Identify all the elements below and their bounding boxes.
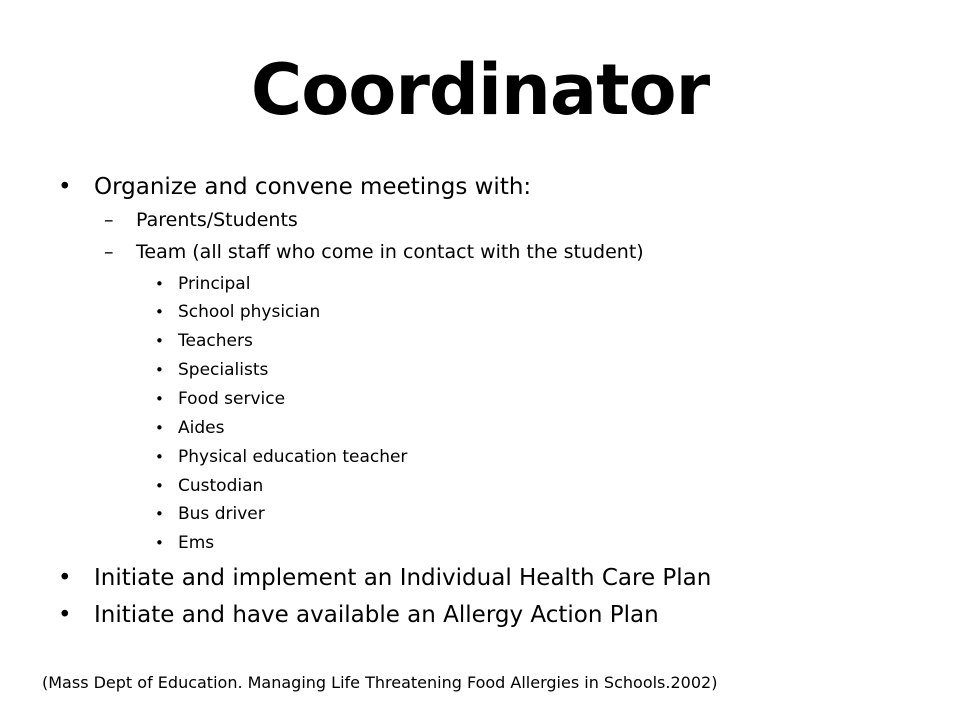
sub-sub-bullet-item: [0, 474, 960, 498]
sub-bullet-item: [0, 207, 960, 233]
sub-sub-bullet-text: Bus driver: [178, 504, 265, 524]
bullet-icon: •: [155, 419, 164, 437]
sub-sub-bullet-text: Specialists: [178, 360, 269, 380]
bullet-icon: •: [58, 602, 72, 628]
bullet-item: [0, 600, 960, 630]
sub-sub-bullet-item: [0, 531, 960, 555]
sub-bullet-item: [0, 239, 960, 265]
sub-sub-bullet-item: [0, 502, 960, 526]
sub-sub-bullet-text: Custodian: [178, 476, 264, 496]
sub-bullet-text: Parents/Students: [136, 209, 298, 231]
bullet-icon: •: [155, 332, 164, 350]
sub-sub-bullet-item: [0, 416, 960, 440]
sub-sub-bullet-text: Physical education teacher: [178, 447, 408, 467]
dash-icon: –: [104, 209, 114, 231]
sub-sub-bullet-text: School physician: [178, 302, 321, 322]
bullet-text: Initiate and have available an Allergy Action Plan: [94, 602, 659, 628]
bullet-text: Initiate and implement an Individual Health Care Plan: [94, 565, 712, 591]
sub-sub-bullet-text: Food service: [178, 389, 286, 409]
citation: (Mass Dept of Education. Managing Life Threatening Food Allergies in Schools.2002): [42, 673, 718, 692]
sub-sub-bullet-text: Principal: [178, 274, 251, 294]
sub-sub-bullet-item: [0, 387, 960, 411]
sub-sub-bullet-item: [0, 272, 960, 296]
sub-sub-bullet-item: [0, 445, 960, 469]
bullet-item: [0, 172, 960, 202]
sub-sub-bullet-item: [0, 358, 960, 382]
bullet-item: [0, 563, 960, 593]
sub-sub-bullet-item: [0, 329, 960, 353]
bullet-icon: •: [155, 534, 164, 552]
bullet-icon: •: [155, 361, 164, 379]
dash-icon: –: [104, 241, 114, 263]
bullet-icon: •: [58, 174, 72, 200]
bullet-text: Organize and convene meetings with:: [94, 174, 532, 200]
sub-sub-bullet-item: [0, 300, 960, 324]
bullet-icon: •: [155, 303, 164, 321]
bullet-icon: •: [155, 477, 164, 495]
slide-title: Coordinator: [250, 49, 710, 131]
bullet-icon: •: [155, 275, 164, 293]
sub-sub-bullet-text: Teachers: [178, 331, 253, 351]
sub-sub-bullet-text: Ems: [178, 533, 215, 553]
sub-bullet-text: Team (all staff who come in contact with the student): [136, 241, 644, 263]
bullet-icon: •: [155, 505, 164, 523]
bullet-icon: •: [155, 390, 164, 408]
bullet-icon: •: [58, 565, 72, 591]
bullet-icon: •: [155, 448, 164, 466]
sub-sub-bullet-text: Aides: [178, 418, 225, 438]
